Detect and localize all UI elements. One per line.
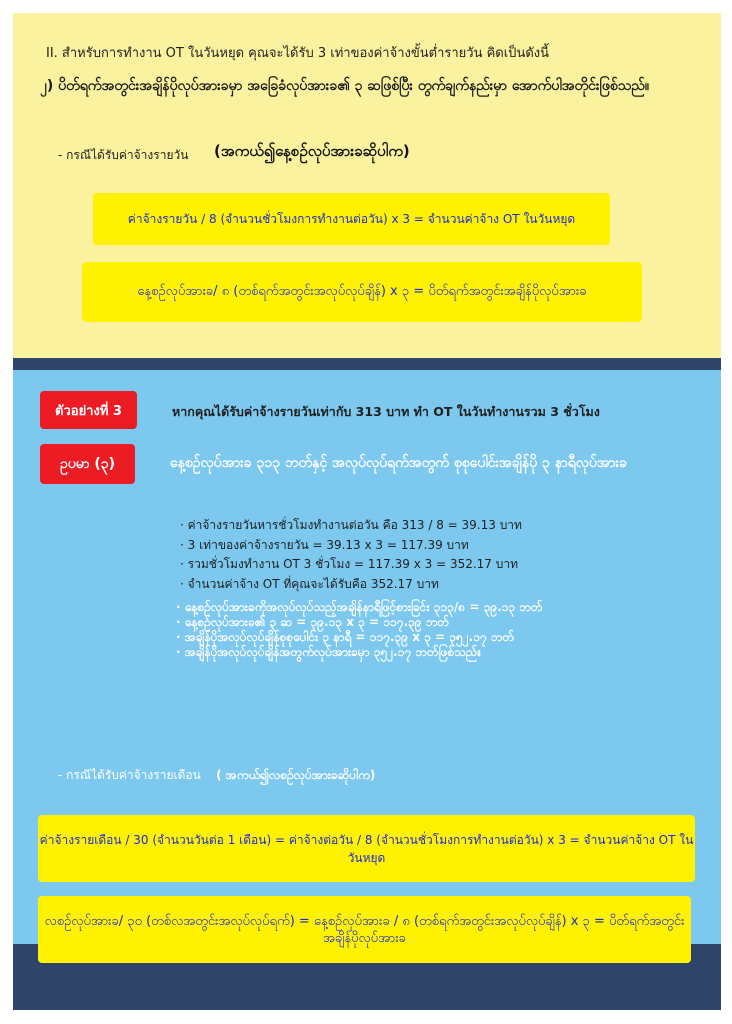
list-item: · နေ့စဉ်လုပ်အားခ၏ ၃ ဆ = ၃၉.၁၃ x ၃ = ၁၁၇.၃၉ ဘတ် (176, 615, 450, 629)
formula-daily-text: ค่าจ้างรายวัน / 8 (จำนวนชั่วโมงการทำงานต่อวัน) x 3 = จำนวนค่าจ้าง OT ในวันหยุด (127, 211, 576, 226)
list-item: · နေ့စဉ်လုပ်အားခကိုအလုပ်လုပ်သည့်အချိန်နာရီဖြင့်စားခြင်း ၃၁၃/၈ = ၃၉.၁၃ ဘတ် (176, 600, 543, 614)
section-heading: II. สำหรับการทำงาน OT ในวันหยุด คุณจะได้รับ 3 เท่าของค่าจ้างขั้นต่ำรายวัน คิดเป็นดังนี้ (46, 46, 550, 61)
formula-daily-box (93, 193, 610, 245)
case-monthly-label (58, 766, 375, 785)
formula-monthly-box (38, 815, 695, 882)
case-monthly-th: - กรณีได้รับค่าจ้างรายเดือน (58, 768, 201, 782)
list-item: · 3 เท่าของค่าจ้างรายวัน = 39.13 x 3 = 117.39 บาท (180, 537, 469, 552)
list-item: · အချိန်ပိုအလုပ်လုပ်ချိန်အတွက်လုပ်အားခမှာ ၃၅၂.၁၇ ဘတ်ဖြစ်သည်။ (176, 645, 482, 659)
case-daily-label: - กรณีได้รับค่าจ้างรายวัน (58, 148, 189, 162)
formula-monthly-mm-text: လစဉ်လုပ်အားခ/ ၃၀ (တစ်လအတွင်းအလုပ်လုပ်ရက်) = နေ့စဉ်လုပ်အားခ / ၈ (တစ်ရက်အတွင်းအလုပ်လုပ်ချိန်) x ၃ = ပိတ်ရက်အတွင်းအချိန်ပိုလုပ်အားခ (44, 913, 685, 946)
formula-daily-mm-text: နေ့စဉ်လုပ်အားခ/ ၈ (တစ်ရက်အတွင်းအလုပ်လုပ်ချိန်) x ၃ = ပိတ်ရက်အတွင်းအချိန်ပိုလုပ်အားခ (137, 284, 587, 299)
example-badge: ตัวอย่างที่ 3 (40, 391, 137, 429)
calculation-steps (180, 516, 700, 594)
list-item: · ค่าจ้างรายวันหารชั่วโมงทำงานต่อวัน คือ 313 / 8 = 39.13 บาท (180, 518, 522, 532)
calculation-steps-mm (176, 600, 706, 660)
formula-daily-mm-box (82, 262, 642, 322)
divider-band (13, 358, 721, 370)
list-item: · รวมชั่วโมงทำงาน OT 3 ชั่วโมง = 117.39 x 3 = 352.17 บาท (180, 557, 519, 571)
example-badge-mm: ဥပမာ (၃) (40, 444, 135, 484)
intro-text: ၂) ပိတ်ရက်အတွင်းအချိန်ပိုလုပ်အားခမှာ အခြေခံလုပ်အားခ၏ ၃ ဆဖြစ်ပြီး တွက်ချက်နည်းမှာ အောက်ပါအတိုင်းဖြစ်သည်။ (40, 78, 650, 94)
case-monthly-mm: ( အကယ်၍လစဉ်လုပ်အားခဆိုပါက) (216, 768, 376, 782)
formula-monthly-text: ค่าจ้างรายเดือน / 30 (จำนวนวันต่อ 1 เดือน) = ค่าจ้างต่อวัน / 8 (จำนวนชั่วโมงการทำงานต่อวัน) x 3 = จำนวนค่าจ้าง OT ในวันหยุด (39, 832, 694, 865)
example-description-mm: နေ့စဉ်လုပ်အားခ ၃၁၃ ဘတ်နှင့် အလုပ်လုပ်ရက်အတွက် စုစုပေါင်းအချိန်ပို ၃ နာရီလုပ်အားခ (170, 455, 627, 471)
list-item: · จำนวนค่าจ้าง OT ที่คุณจะได้รับคือ 352.17 บาท (180, 576, 439, 591)
case-daily-label-mm: (အကယ်၍နေ့စဉ်လုပ်အားခဆိုပါက) (214, 142, 410, 160)
list-item: · အချိန်ပိုအလုပ်လုပ်ချိန်စုစုပေါင်း ၃ နာရီ = ၁၁၇.၃၉ x ၃ = ၃၅၂.၁၇ ဘတ် (176, 630, 515, 644)
example-description: หากคุณได้รับค่าจ้างรายวันเท่ากับ 313 บาท ทำ OT ในวันทำงานรวม 3 ชั่วโมง (172, 404, 600, 419)
formula-monthly-mm-box (38, 896, 691, 963)
